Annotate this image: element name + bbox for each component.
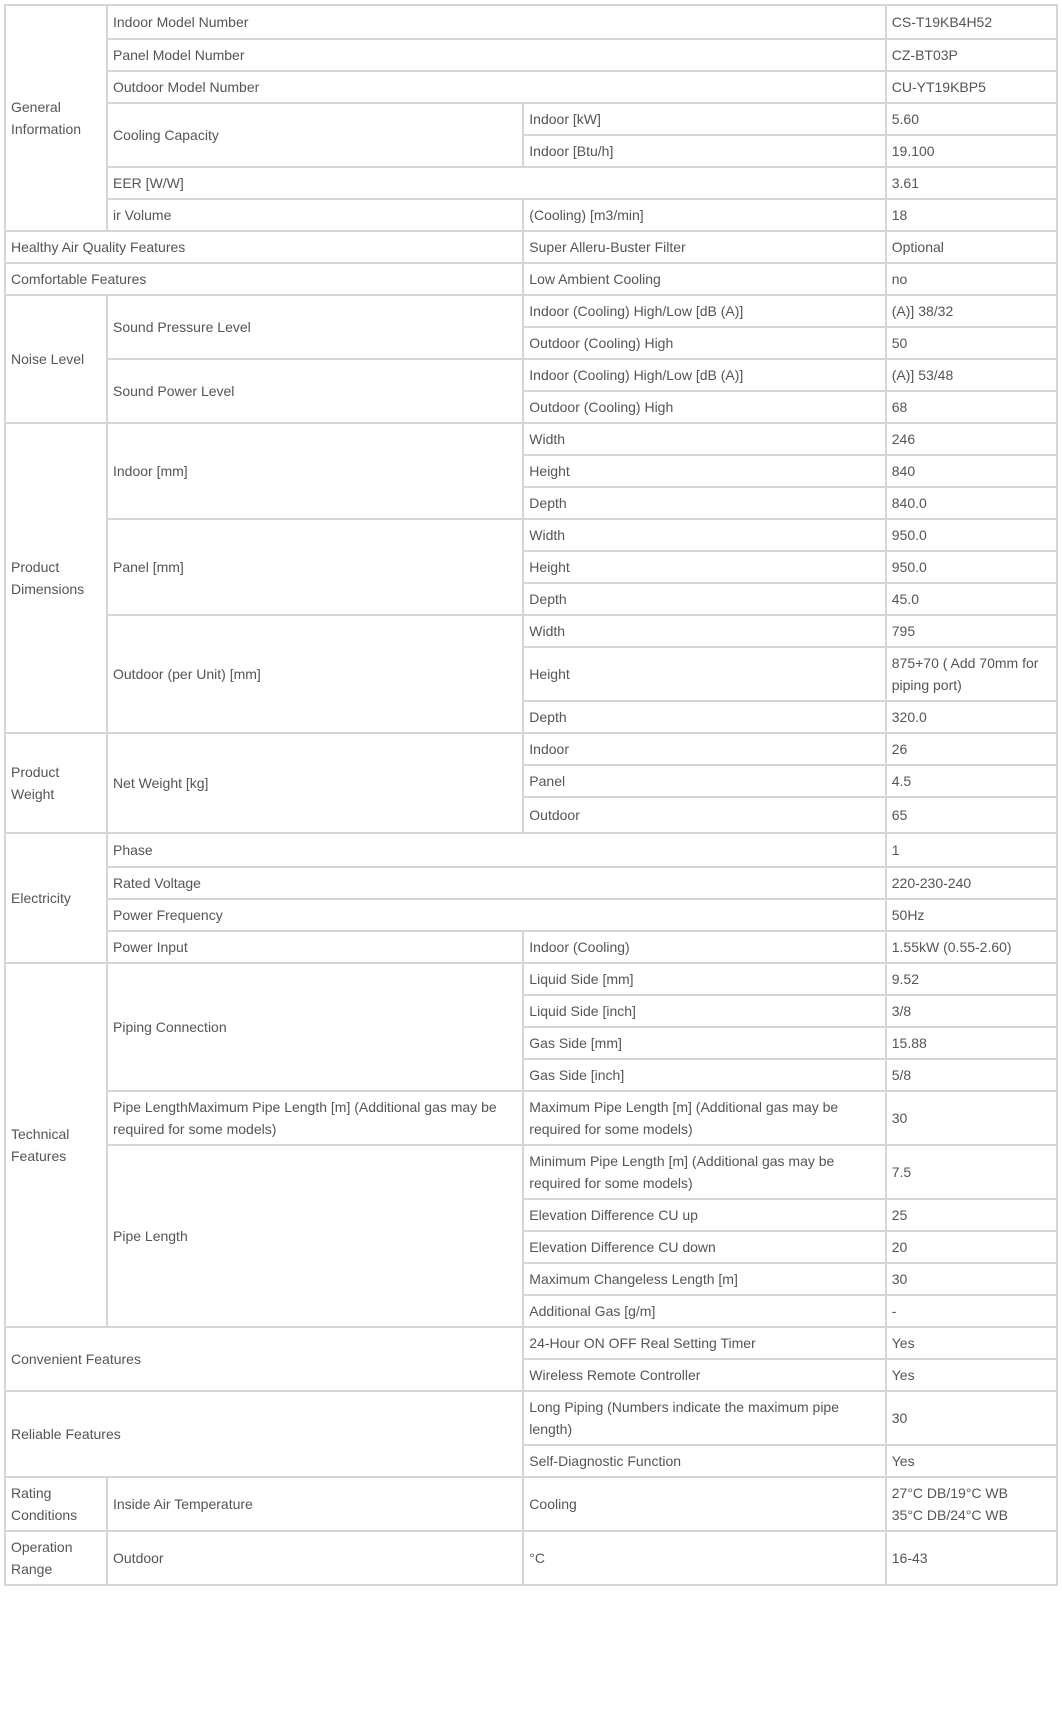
- piping-connection-label: Piping Connection: [108, 964, 522, 1090]
- elev-up-label: Elevation Difference CU up: [524, 1200, 884, 1230]
- liquid-inch-value: 3/8: [887, 996, 1056, 1026]
- section-electricity: Electricity: [6, 834, 106, 962]
- pressure-outdoor-label: Outdoor (Cooling) High: [524, 328, 884, 358]
- power-input-label: Power Input: [108, 932, 522, 962]
- section-weight: Product Weight: [6, 734, 106, 832]
- weight-panel-value: 4.5: [887, 766, 1056, 796]
- table-row: [6, 734, 1056, 764]
- dim-height-label: Height: [524, 456, 884, 486]
- section-general: General Information: [6, 6, 106, 230]
- indoor-model-value: CS-T19KB4H52: [887, 6, 1056, 38]
- add-gas-label: Additional Gas [g/m]: [524, 1296, 884, 1326]
- dim-width-label: Width: [524, 424, 884, 454]
- changeless-label: Maximum Changeless Length [m]: [524, 1264, 884, 1294]
- min-pipe-length-label: Minimum Pipe Length [m] (Additional gas may be required for some models): [524, 1146, 884, 1198]
- pipe-length-max-label: Pipe LengthMaximum Pipe Length [m] (Additional gas may be required for some models): [108, 1092, 522, 1144]
- table-row: [6, 932, 1056, 962]
- sound-pressure-label: Sound Pressure Level: [108, 296, 522, 358]
- section-noise: Noise Level: [6, 296, 106, 422]
- pipe-length-label: Pipe Length: [108, 1146, 522, 1326]
- dim-indoor-height: 840: [887, 456, 1056, 486]
- table-row: [6, 104, 1056, 134]
- operation-value: 16-43: [887, 1532, 1056, 1584]
- dim-indoor-width: 246: [887, 424, 1056, 454]
- self-diag-label: Self-Diagnostic Function: [524, 1446, 884, 1476]
- weight-indoor-label: Indoor: [524, 734, 884, 764]
- air-volume-sub: (Cooling) [m3/min]: [524, 200, 884, 230]
- section-rating: Rating Conditions: [6, 1478, 106, 1530]
- rating-mode: Cooling: [524, 1478, 884, 1530]
- panel-model-label: Panel Model Number: [108, 40, 885, 70]
- cooling-indoor-btu-label: Indoor [Btu/h]: [524, 136, 884, 166]
- cooling-indoor-btu-value: 19.100: [887, 136, 1056, 166]
- gas-mm-value: 15.88: [887, 1028, 1056, 1058]
- table-row: [6, 200, 1056, 230]
- phase-value: 1: [887, 834, 1056, 866]
- remote-label: Wireless Remote Controller: [524, 1360, 884, 1390]
- add-gas-value: -: [887, 1296, 1056, 1326]
- dim-height-label: Height: [524, 552, 884, 582]
- remote-value: Yes: [887, 1360, 1056, 1390]
- dim-height-label: Height: [524, 648, 884, 700]
- section-operation: Operation Range: [6, 1532, 106, 1584]
- table-row: [6, 232, 1056, 262]
- comfortable-value: no: [887, 264, 1056, 294]
- table-row: [6, 1092, 1056, 1144]
- changeless-value: 30: [887, 1264, 1056, 1294]
- liquid-mm-label: Liquid Side [mm]: [524, 964, 884, 994]
- table-row: [6, 1532, 1056, 1584]
- dim-panel-width: 950.0: [887, 520, 1056, 550]
- operation-unit: °C: [524, 1532, 884, 1584]
- dim-panel-depth: 45.0: [887, 584, 1056, 614]
- dim-panel-label: Panel [mm]: [108, 520, 522, 614]
- power-outdoor-value: 68: [887, 392, 1056, 422]
- table-row: [6, 1478, 1056, 1530]
- long-piping-value: 30: [887, 1392, 1056, 1444]
- weight-indoor-value: 26: [887, 734, 1056, 764]
- pressure-indoor-label: Indoor (Cooling) High/Low [dB (A)]: [524, 296, 884, 326]
- specification-table: [4, 4, 1058, 1586]
- power-input-value: 1.55kW (0.55-2.60): [887, 932, 1056, 962]
- power-input-sub: Indoor (Cooling): [524, 932, 884, 962]
- weight-panel-label: Panel: [524, 766, 884, 796]
- section-reliable: Reliable Features: [6, 1392, 522, 1476]
- cooling-indoor-kw-label: Indoor [kW]: [524, 104, 884, 134]
- gas-mm-label: Gas Side [mm]: [524, 1028, 884, 1058]
- section-comfortable: Comfortable Features: [6, 264, 522, 294]
- table-row: [6, 72, 1056, 102]
- weight-outdoor-label: Outdoor: [524, 798, 884, 832]
- dim-depth-label: Depth: [524, 584, 884, 614]
- cooling-capacity-label: Cooling Capacity: [108, 104, 522, 166]
- dim-depth-label: Depth: [524, 488, 884, 518]
- dim-panel-height: 950.0: [887, 552, 1056, 582]
- indoor-model-label: Indoor Model Number: [108, 6, 885, 38]
- power-outdoor-label: Outdoor (Cooling) High: [524, 392, 884, 422]
- self-diag-value: Yes: [887, 1446, 1056, 1476]
- liquid-mm-value: 9.52: [887, 964, 1056, 994]
- section-dimensions: Product Dimensions: [6, 424, 106, 732]
- air-volume-label: ir Volume: [108, 200, 522, 230]
- table-row: [6, 424, 1056, 454]
- table-row: [6, 1146, 1056, 1198]
- outdoor-model-value: CU-YT19KBP5: [887, 72, 1056, 102]
- phase-label: Phase: [108, 834, 885, 866]
- voltage-label: Rated Voltage: [108, 868, 885, 898]
- elev-down-label: Elevation Difference CU down: [524, 1232, 884, 1262]
- pipe-length-max-value: 30: [887, 1092, 1056, 1144]
- healthy-air-value: Optional: [887, 232, 1056, 262]
- section-healthy-air: Healthy Air Quality Features: [6, 232, 522, 262]
- power-indoor-value: (A)] 53/48: [887, 360, 1056, 390]
- power-indoor-label: Indoor (Cooling) High/Low [dB (A)]: [524, 360, 884, 390]
- dim-width-label: Width: [524, 616, 884, 646]
- table-row: [6, 264, 1056, 294]
- weight-outdoor-value: 65: [887, 798, 1056, 832]
- table-row: [6, 1392, 1056, 1444]
- dim-outdoor-height: 875+70 ( Add 70mm for piping port): [887, 648, 1056, 700]
- min-pipe-length-value: 7.5: [887, 1146, 1056, 1198]
- comfortable-sub: Low Ambient Cooling: [524, 264, 884, 294]
- dim-outdoor-depth: 320.0: [887, 702, 1056, 732]
- frequency-label: Power Frequency: [108, 900, 885, 930]
- pipe-length-max-sub: Maximum Pipe Length [m] (Additional gas may be required for some models): [524, 1092, 884, 1144]
- net-weight-label: Net Weight [kg]: [108, 734, 522, 832]
- rating-value: 27°C DB/19°C WB 35°C DB/24°C WB: [887, 1478, 1056, 1530]
- dim-outdoor-width: 795: [887, 616, 1056, 646]
- eer-label: EER [W/W]: [108, 168, 885, 198]
- dim-outdoor-label: Outdoor (per Unit) [mm]: [108, 616, 522, 732]
- frequency-value: 50Hz: [887, 900, 1056, 930]
- pressure-indoor-value: (A)] 38/32: [887, 296, 1056, 326]
- cooling-indoor-kw-value: 5.60: [887, 104, 1056, 134]
- table-row: [6, 296, 1056, 326]
- operation-sub: Outdoor: [108, 1532, 522, 1584]
- dim-width-label: Width: [524, 520, 884, 550]
- section-technical: Technical Features: [6, 964, 106, 1326]
- table-row: [6, 900, 1056, 930]
- table-row: [6, 360, 1056, 390]
- table-row: [6, 964, 1056, 994]
- gas-inch-value: 5/8: [887, 1060, 1056, 1090]
- elev-up-value: 25: [887, 1200, 1056, 1230]
- table-row: [6, 1328, 1056, 1358]
- gas-inch-label: Gas Side [inch]: [524, 1060, 884, 1090]
- table-row: [6, 868, 1056, 898]
- table-row: [6, 168, 1056, 198]
- healthy-air-sub: Super Alleru-Buster Filter: [524, 232, 884, 262]
- section-convenient: Convenient Features: [6, 1328, 522, 1390]
- rating-sub: Inside Air Temperature: [108, 1478, 522, 1530]
- panel-model-value: CZ-BT03P: [887, 40, 1056, 70]
- dim-depth-label: Depth: [524, 702, 884, 732]
- outdoor-model-label: Outdoor Model Number: [108, 72, 885, 102]
- voltage-value: 220-230-240: [887, 868, 1056, 898]
- elev-down-value: 20: [887, 1232, 1056, 1262]
- air-volume-value: 18: [887, 200, 1056, 230]
- timer-value: Yes: [887, 1328, 1056, 1358]
- table-row: [6, 520, 1056, 550]
- table-row: [6, 40, 1056, 70]
- liquid-inch-label: Liquid Side [inch]: [524, 996, 884, 1026]
- timer-label: 24-Hour ON OFF Real Setting Timer: [524, 1328, 884, 1358]
- table-row: [6, 616, 1056, 646]
- sound-power-label: Sound Power Level: [108, 360, 522, 422]
- long-piping-label: Long Piping (Numbers indicate the maximum pipe length): [524, 1392, 884, 1444]
- pressure-outdoor-value: 50: [887, 328, 1056, 358]
- dim-indoor-label: Indoor [mm]: [108, 424, 522, 518]
- table-row: [6, 6, 1056, 38]
- table-row: [6, 834, 1056, 866]
- eer-value: 3.61: [887, 168, 1056, 198]
- dim-indoor-depth: 840.0: [887, 488, 1056, 518]
